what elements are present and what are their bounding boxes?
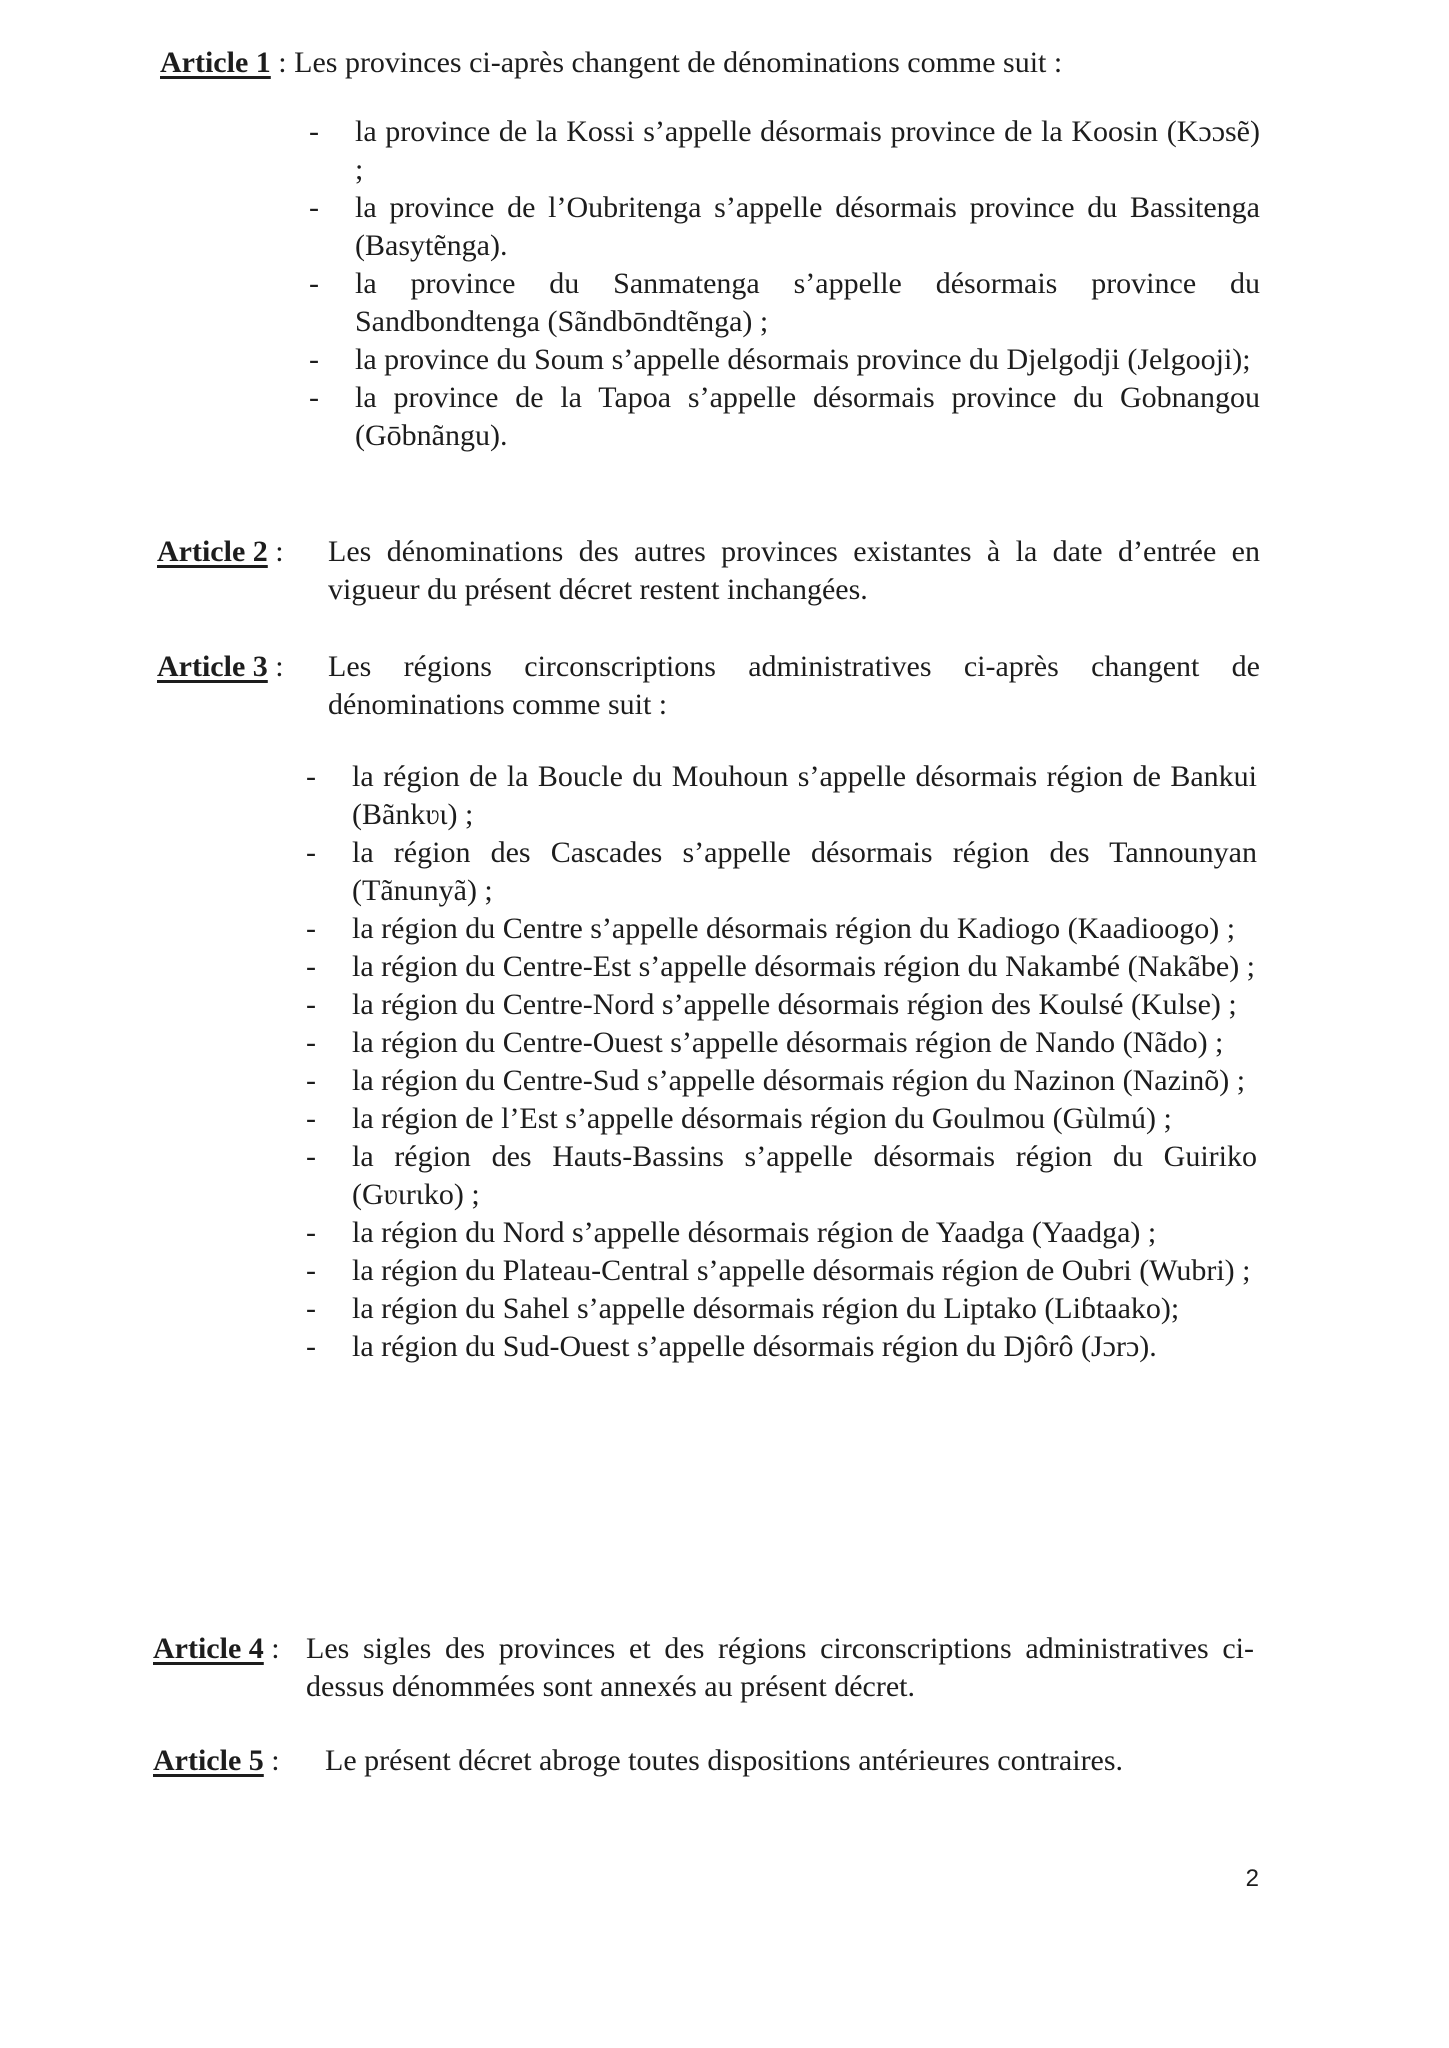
bullet-dash: - (306, 1140, 316, 1173)
bullet-dash: - (306, 1330, 316, 1363)
bullet-dash: - (306, 988, 316, 1021)
article-3-text: Les régions circonscriptions administratives ci-après changent de dénominations comme suit : (328, 650, 1260, 721)
list-item (309, 265, 1260, 341)
list-item-text: la région du Centre s’appelle désormais région du Kadiogo (Kaadioogo) ; (352, 912, 1236, 945)
article-2-label: Article 2 (157, 535, 268, 568)
bullet-dash: - (309, 381, 319, 414)
bullet-dash: - (309, 343, 319, 376)
list-item-text: la région des Hauts-Bassins s’appelle désormais région du Guiriko (Gʋɩrɩko) ; (352, 1140, 1257, 1211)
list-item (306, 910, 1257, 948)
article-4-heading (153, 1630, 280, 1668)
bullet-dash: - (306, 912, 316, 945)
list-item (306, 948, 1257, 986)
list-item-text: la province du Soum s’appelle désormais province du Djelgodji (Jelgooji); (355, 343, 1251, 376)
article-1-list (309, 113, 1260, 455)
list-item (306, 1214, 1257, 1252)
bullet-dash: - (306, 950, 316, 983)
article-3-heading (157, 648, 284, 686)
list-item-text: la région de l’Est s’appelle désormais région du Goulmou (Gùlmú) ; (352, 1102, 1172, 1135)
article-5-text: Le présent décret abroge toutes dispositions antérieures contraires. (325, 1744, 1124, 1777)
bullet-dash: - (306, 1026, 316, 1059)
article-4-text: Les sigles des provinces et des régions circonscriptions administratives ci-dessus dénommées sont annexés au présent décret. (306, 1632, 1254, 1703)
list-item (306, 834, 1257, 910)
list-item-text: la région du Nord s’appelle désormais région de Yaadga (Yaadga) ; (352, 1216, 1157, 1249)
article-2-text: Les dénominations des autres provinces existantes à la date d’entrée en vigueur du présent décret restent inchangées. (328, 535, 1260, 606)
list-item (309, 113, 1260, 189)
article-5-label: Article 5 (153, 1744, 264, 1777)
list-item (306, 1328, 1257, 1366)
list-item (306, 1062, 1257, 1100)
list-item-text: la région du Centre-Ouest s’appelle désormais région de Nando (Nãdo) ; (352, 1026, 1224, 1059)
list-item (306, 1024, 1257, 1062)
list-item-text: la province de la Kossi s’appelle désormais province de la Koosin (Kɔɔsẽ) ; (355, 115, 1260, 186)
bullet-dash: - (309, 191, 319, 224)
article-5-heading (153, 1742, 280, 1780)
list-item (306, 986, 1257, 1024)
list-item (309, 379, 1260, 455)
article-2-separator: : (267, 535, 284, 568)
list-item (306, 1252, 1257, 1290)
article-1-heading (160, 44, 1062, 82)
list-item-text: la région du Centre-Sud s’appelle désormais région du Nazinon (Nazinõ) ; (352, 1064, 1246, 1097)
list-item-text: la province du Sanmatenga s’appelle désormais province du Sandbondtenga (Sãndbōndtẽnga) ; (355, 267, 1260, 338)
bullet-dash: - (306, 1216, 316, 1249)
article-4-separator: : (263, 1632, 280, 1665)
bullet-dash: - (309, 115, 319, 148)
list-item (306, 1138, 1257, 1214)
list-item (306, 1290, 1257, 1328)
bullet-dash: - (306, 1102, 316, 1135)
article-1-separator: : (270, 46, 295, 79)
article-3-list (306, 758, 1257, 1366)
bullet-dash: - (306, 1064, 316, 1097)
list-item (309, 189, 1260, 265)
bullet-dash: - (306, 836, 316, 869)
article-1-text: Les provinces ci-après changent de dénominations comme suit : (294, 46, 1063, 79)
bullet-dash: - (306, 1254, 316, 1287)
list-item-text: la région des Cascades s’appelle désormais région des Tannounyan (Tãnunyã) ; (352, 836, 1257, 907)
article-5-separator: : (263, 1744, 280, 1777)
list-item-text: la province de l’Oubritenga s’appelle désormais province du Bassitenga (Basytẽnga). (355, 191, 1260, 262)
list-item (306, 758, 1257, 834)
article-2-heading (157, 533, 284, 571)
list-item-text: la région du Plateau-Central s’appelle désormais région de Oubri (Wubri) ; (352, 1254, 1251, 1287)
page-number: 2 (1245, 1865, 1259, 1892)
list-item-text: la province de la Tapoa s’appelle désormais province du Gobnangou (Gōbnãngu). (355, 381, 1260, 452)
bullet-dash: - (306, 1292, 316, 1325)
list-item-text: la région de la Boucle du Mouhoun s’appelle désormais région de Bankui (Bãnkʋɩ) ; (352, 760, 1257, 831)
article-3-separator: : (267, 650, 284, 683)
list-item-text: la région du Sud-Ouest s’appelle désormais région du Djôrô (Jɔrɔ). (352, 1330, 1157, 1363)
bullet-dash: - (306, 760, 316, 793)
list-item (309, 341, 1260, 379)
list-item (306, 1100, 1257, 1138)
list-item-text: la région du Sahel s’appelle désormais région du Liptako (Liɓtaako); (352, 1292, 1180, 1325)
article-3-label: Article 3 (157, 650, 268, 683)
article-4-label: Article 4 (153, 1632, 264, 1665)
article-1-label: Article 1 (160, 46, 271, 79)
bullet-dash: - (309, 267, 319, 300)
list-item-text: la région du Centre-Nord s’appelle désormais région des Koulsé (Kulse) ; (352, 988, 1237, 1021)
list-item-text: la région du Centre-Est s’appelle désormais région du Nakambé (Nakãbe) ; (352, 950, 1256, 983)
